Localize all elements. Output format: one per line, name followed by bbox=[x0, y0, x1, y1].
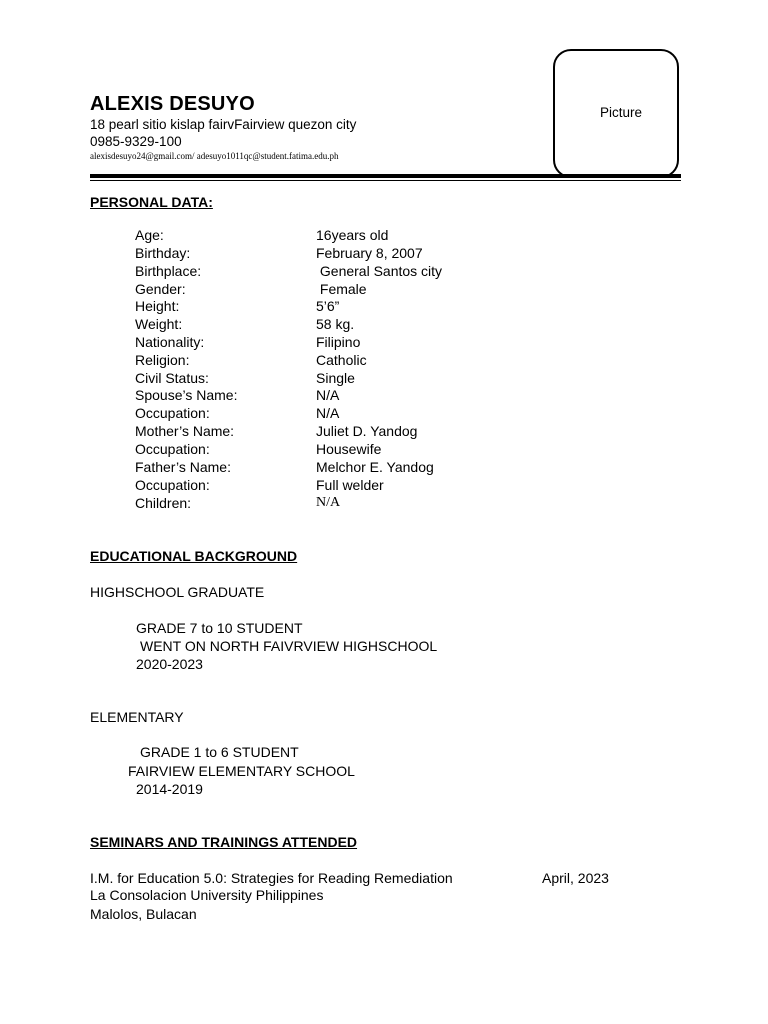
field-value: Juliet D. Yandog bbox=[316, 423, 418, 439]
elementary-grade: GRADE 1 to 6 STUDENT bbox=[140, 744, 299, 760]
highschool-years: 2020-2023 bbox=[136, 656, 203, 672]
field-label: Gender: bbox=[135, 281, 186, 297]
applicant-address: 18 pearl sitio kislap fairvFairview quezon city bbox=[90, 117, 357, 132]
field-label: Height: bbox=[135, 298, 180, 314]
seminar-date: April, 2023 bbox=[542, 870, 609, 886]
picture-label: Picture bbox=[600, 105, 643, 120]
field-value: Female bbox=[316, 281, 367, 297]
field-value: 16years old bbox=[316, 227, 389, 243]
highschool-grade: GRADE 7 to 10 STUDENT bbox=[136, 620, 303, 636]
field-label: Age: bbox=[135, 227, 164, 243]
field-label: Occupation: bbox=[135, 477, 210, 493]
applicant-name: ALEXIS DESUYO bbox=[90, 93, 255, 115]
field-label: Occupation: bbox=[135, 405, 210, 421]
field-value: Catholic bbox=[316, 352, 367, 368]
highschool-school: WENT ON NORTH FAIVRVIEW HIGHSCHOOL bbox=[140, 638, 438, 654]
personal-data-heading: PERSONAL DATA: bbox=[90, 194, 213, 210]
applicant-email: alexisdesuyo24@gmail.com/ adesuyo1011qc@student.fatima.edu.ph bbox=[90, 151, 339, 161]
field-value: February 8, 2007 bbox=[316, 245, 423, 261]
field-label: Spouse’s Name: bbox=[135, 387, 238, 403]
field-value: Housewife bbox=[316, 441, 382, 457]
header-divider-thin bbox=[90, 180, 681, 181]
elementary-school: FAIRVIEW ELEMENTARY SCHOOL bbox=[128, 763, 355, 779]
field-label: Weight: bbox=[135, 316, 183, 332]
field-label: Birthday: bbox=[135, 245, 191, 261]
field-label: Civil Status: bbox=[135, 370, 209, 386]
highschool-title: HIGHSCHOOL GRADUATE bbox=[90, 584, 265, 600]
elementary-years: 2014-2019 bbox=[136, 781, 203, 797]
field-label: Birthplace: bbox=[135, 263, 202, 279]
field-label: Mother’s Name: bbox=[135, 423, 235, 439]
field-value: Filipino bbox=[316, 334, 361, 350]
field-value: 58 kg. bbox=[316, 316, 355, 332]
applicant-phone: 0985-9329-100 bbox=[90, 134, 182, 149]
seminar-venue: La Consolacion University Philippines bbox=[90, 887, 324, 903]
field-label: Children: bbox=[135, 495, 192, 511]
header-divider-thick bbox=[90, 174, 681, 178]
field-label: Father’s Name: bbox=[135, 459, 231, 475]
field-value: Full welder bbox=[316, 477, 384, 493]
field-value: Single bbox=[316, 370, 355, 386]
field-value: N/A bbox=[316, 495, 341, 510]
field-value: N/A bbox=[316, 387, 340, 403]
field-value: General Santos city bbox=[316, 263, 443, 279]
seminar-title: I.M. for Education 5.0: Strategies for Reading Remediation bbox=[90, 870, 453, 886]
field-value: N/A bbox=[316, 405, 340, 421]
field-label: Nationality: bbox=[135, 334, 205, 350]
field-label: Religion: bbox=[135, 352, 190, 368]
seminars-heading: SEMINARS AND TRAININGS ATTENDED bbox=[90, 834, 358, 850]
elementary-title: ELEMENTARY bbox=[90, 709, 184, 725]
field-value: Melchor E. Yandog bbox=[316, 459, 434, 475]
seminar-location: Malolos, Bulacan bbox=[90, 906, 197, 922]
education-heading: EDUCATIONAL BACKGROUND bbox=[90, 548, 298, 564]
field-label: Occupation: bbox=[135, 441, 210, 457]
field-value: 5’6” bbox=[316, 298, 340, 314]
